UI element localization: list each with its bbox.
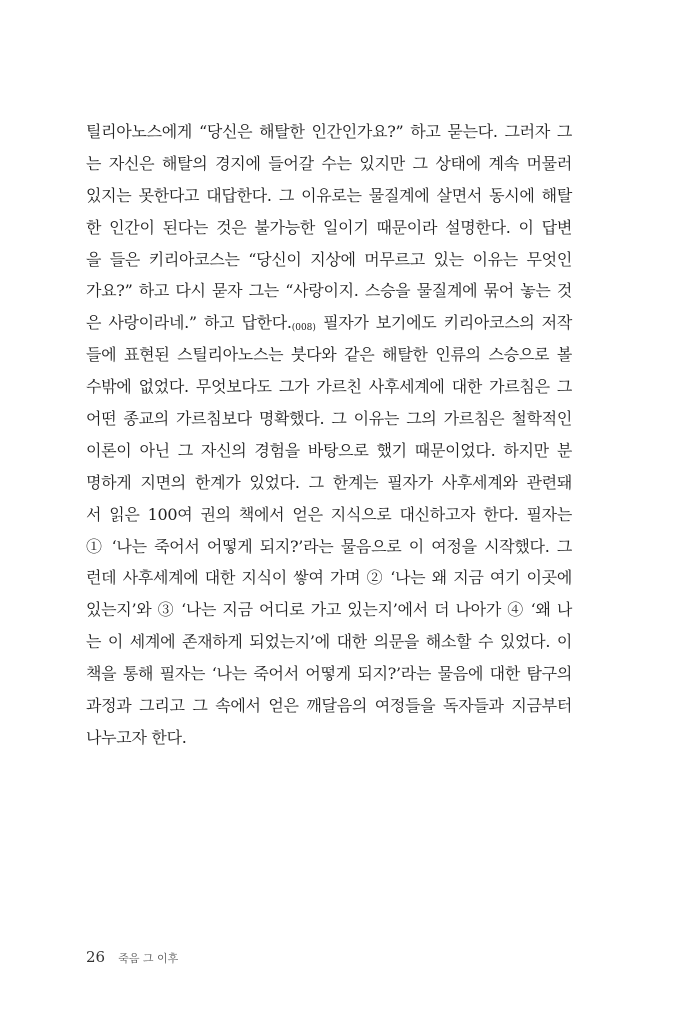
body-text: [86, 116, 572, 754]
text-line: 이론이 아닌 그 자신의 경험을 바탕으로 했기 때문이었다. 하지만 분: [86, 440, 572, 460]
text-line: 런데 사후세계에 대한 지식이 쌓여 가며 ② ‘나는 왜 지금 여기 이곳에: [86, 568, 572, 588]
text-line: 을 들은 키리아코스는 “당신이 지상에 머무르고 있는 이유는 무엇인: [86, 249, 572, 269]
text-line: 들에 표현된 스틸리아노스는 붓다와 같은 해탈한 인류의 스승으로 볼: [86, 345, 572, 365]
text-line: 는 자신은 해탈의 경지에 들어갈 수는 있지만 그 상태에 계속 머물러: [86, 153, 572, 173]
text-line: 가요?” 하고 다시 묻자 그는 “사랑이지. 스승을 물질계에 묶어 놓는 것: [86, 281, 572, 301]
text-segment: 필자가 보기에도 키리아코스의 저작: [315, 313, 572, 333]
text-line: [86, 307, 572, 339]
text-line: ① ‘나는 죽어서 어떻게 되지?’라는 물음으로 이 여정을 시작했다. 그: [86, 536, 572, 556]
text-line: 나누고자 한다.: [86, 727, 187, 747]
running-title: 죽음 그 이후: [118, 952, 179, 965]
text-segment: 은 사랑이라네.” 하고 답한다.: [86, 313, 292, 333]
text-line: 명하게 지면의 한계가 있었다. 그 한계는 필자가 사후세계와 관련돼: [86, 472, 572, 492]
page-footer: [86, 947, 178, 967]
text-line: 어떤 종교의 가르침보다 명확했다. 그 이유는 그의 가르침은 철학적인: [86, 409, 572, 429]
text-line: 과정과 그리고 그 속에서 얻은 깨달음의 여정들을 독자들과 지금부터: [86, 696, 572, 716]
text-line: 책을 통해 필자는 ‘나는 죽어서 어떻게 되지?’라는 물음에 대한 탐구의: [86, 664, 572, 684]
text-line: 는 이 세계에 존재하게 되었는지’에 대한 의문을 해소할 수 있었다. 이: [86, 632, 572, 652]
footnote-reference: (008): [291, 323, 316, 334]
text-line: 있지는 못한다고 대답한다. 그 이유로는 물질계에 살면서 동시에 해탈: [86, 185, 572, 205]
page-number: 26: [86, 948, 106, 966]
text-line: 한 인간이 된다는 것은 불가능한 일이기 때문이라 설명한다. 이 답변: [86, 217, 572, 237]
text-line: 있는지’와 ③ ‘나는 지금 어디로 가고 있는지’에서 더 나아가 ④ ‘왜 나: [86, 600, 572, 620]
text-line: 수밖에 없었다. 무엇보다도 그가 가르친 사후세계에 대한 가르침은 그: [86, 377, 572, 397]
text-line: 서 읽은 100여 권의 책에서 얻은 지식으로 대신하고자 한다. 필자는: [86, 504, 572, 524]
text-line: 틸리아노스에게 “당신은 해탈한 인간인가요?” 하고 묻는다. 그러자 그: [86, 122, 572, 141]
